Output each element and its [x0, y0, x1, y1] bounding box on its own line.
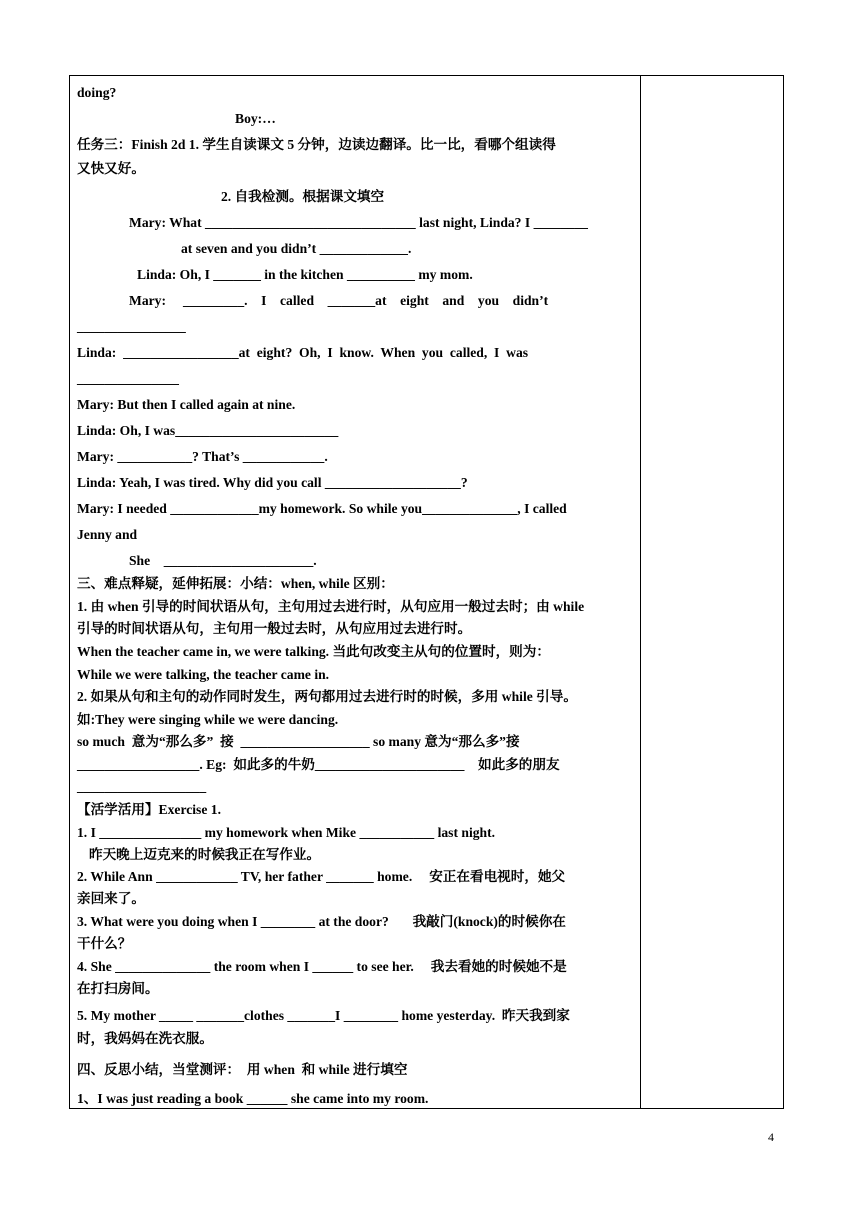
text-line: Boy:… — [235, 111, 276, 126]
page-number: 4 — [768, 1130, 774, 1144]
text-line: 引导的时间状语从句，主句用一般过去时，从句应用过去进行时。 — [77, 621, 472, 636]
text-line: Mary: _________. I called _______at eight and you didn’t — [129, 293, 549, 308]
text-line: 又快又好。 — [77, 161, 145, 176]
text-line: 2. 如果从句和主句的动作同时发生，两句都用过去进行时的时候，多用 while 引导。 — [77, 689, 577, 704]
text-line: 4. She ______________ the room when I ______ to see her. 我去看她的时候她不是 — [77, 959, 567, 974]
section-heading: 三、难点释疑，延伸拓展：小结：when, while 区别： — [77, 576, 394, 591]
section-heading: 四、反思小结，当堂测评： 用 when 和 while 进行填空 — [77, 1062, 408, 1077]
text-line: When the teacher came in, we were talking. 当此句改变主从句的位置时，则为： — [77, 644, 550, 659]
text-line: Linda: Oh, I _______ in the kitchen __________ my mom. — [137, 267, 473, 282]
text-line: Linda: Yeah, I was tired. Why did you call ____________________? — [77, 475, 468, 490]
text-line: so much 意为“那么多” 接 ___________________ so many 意为“那么多”接 — [77, 734, 520, 749]
text-line: 1. I _______________ my homework when Mike ___________ last night. — [77, 825, 496, 840]
text-line: ___________________ — [77, 779, 207, 794]
text-line: Mary: But then I called again at nine. — [77, 397, 296, 412]
text-line: at seven and you didn’t _____________. — [181, 241, 412, 256]
text-line: 2. While Ann ____________ TV, her father _______ home. 安正在看电视时，她父 — [77, 869, 566, 884]
text-line: _______________ — [77, 371, 179, 386]
text-line: While we were talking, the teacher came in. — [77, 667, 330, 682]
text-line: 3. What were you doing when I ________ at the door? 我敲门(knock)的时候你在 — [77, 914, 566, 929]
text-line: 1、I was just reading a book ______ she came into my room. — [77, 1091, 429, 1106]
text-line: Mary: ___________? That’s ____________. — [77, 449, 328, 464]
exercise-heading: 【活学活用】Exercise 1. — [77, 802, 221, 817]
text-line: She ______________________. — [129, 553, 317, 568]
text-line: __________________. Eg: 如此多的牛奶______________________ 如此多的朋友 — [77, 757, 560, 772]
text-line: Jenny and — [77, 527, 138, 542]
text-line: 时，我妈妈在洗衣服。 — [77, 1031, 213, 1046]
text-line: Mary: I needed _____________my homework. So while you______________, I called — [77, 501, 567, 516]
text-line: ________________ — [77, 319, 186, 334]
text-line: Linda: Oh, I was________________________ — [77, 423, 339, 438]
text-line: Mary: What _______________________________ last night, Linda? I ________ — [129, 215, 588, 230]
text-line: doing? — [77, 85, 117, 100]
text-line: 亲回来了。 — [77, 891, 145, 906]
text-line: 5. My mother _____ _______clothes _______I ________ home yesterday. 昨天我到家 — [77, 1008, 570, 1023]
task-heading: 任务三：Finish 2d 1. 学生自读课文 5 分钟，边读边翻译。比一比，看哪个组读得 — [77, 137, 556, 152]
table-column-divider — [640, 75, 641, 1109]
text-line: 干什么？ — [77, 936, 132, 951]
text-line: 1. 由 when 引导的时间状语从句，主句用过去进行时，从句应用一般过去时；由 while — [77, 599, 585, 614]
text-line: Linda: _________________at eight? Oh, I know. When you called, I was — [77, 345, 529, 360]
text-line: 如:They were singing while we were dancing. — [77, 712, 339, 727]
text-line: 在打扫房间。 — [77, 981, 159, 996]
text-line: 2. 自我检测。根据课文填空 — [221, 189, 385, 204]
text-line: 昨天晚上迈克来的时候我正在写作业。 — [89, 847, 321, 862]
